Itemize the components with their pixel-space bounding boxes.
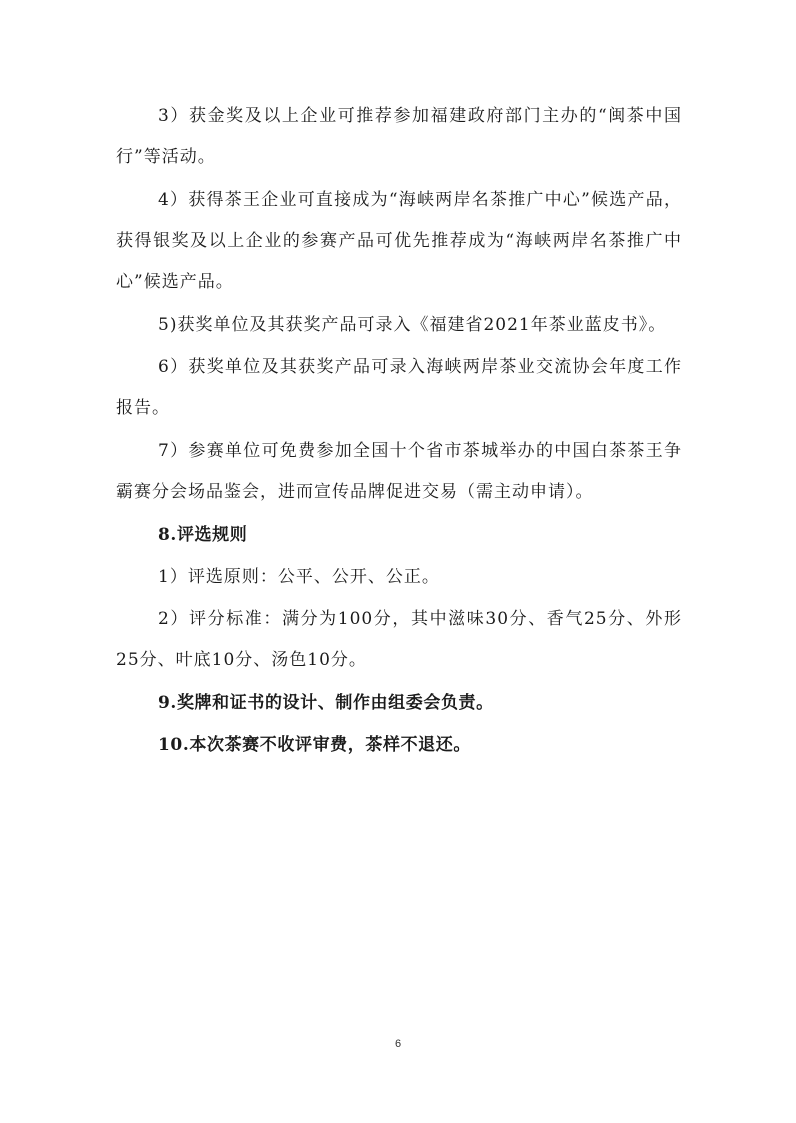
paragraph-item-5: 5)获奖单位及其获奖产品可录入《福建省2021年茶业蓝皮书》。 [158,315,667,335]
paragraph-item-3: 3）获金奖及以上企业可推荐参加福建政府部门主办的“闽茶中国行”等活动。 [116,106,682,167]
paragraph-rule-2: 2）评分标准：满分为100分，其中滋味30分、香气25分、外形25分、叶底10分、汤色10分。 [116,609,682,670]
section-heading-8: 8.评选规则 [158,525,248,545]
paragraph-item-7: 7）参赛单位可免费参加全国十个省市茶城举办的中国白茶茶王争霸赛分会场品鉴会，进而宣传品牌促进交易（需主动申请）。 [116,441,682,502]
section-heading-10: 10.本次茶赛不收评审费，茶样不退还。 [158,735,471,755]
section-heading-9: 9.奖牌和证书的设计、制作由组委会负责。 [158,693,494,713]
paragraph-item-6: 6）获奖单位及其获奖产品可录入海峡两岸茶业交流协会年度工作报告。 [116,357,682,418]
paragraph-item-4: 4）获得茶王企业可直接成为“海峡两岸名茶推广中心”候选产品，获得银奖及以上企业的参赛产品可优先推荐成为“海峡两岸名茶推广中心”候选产品。 [116,190,682,292]
page-number: 6 [394,1038,402,1050]
paragraph-rule-1: 1）评选原则：公平、公开、公正。 [158,567,440,587]
